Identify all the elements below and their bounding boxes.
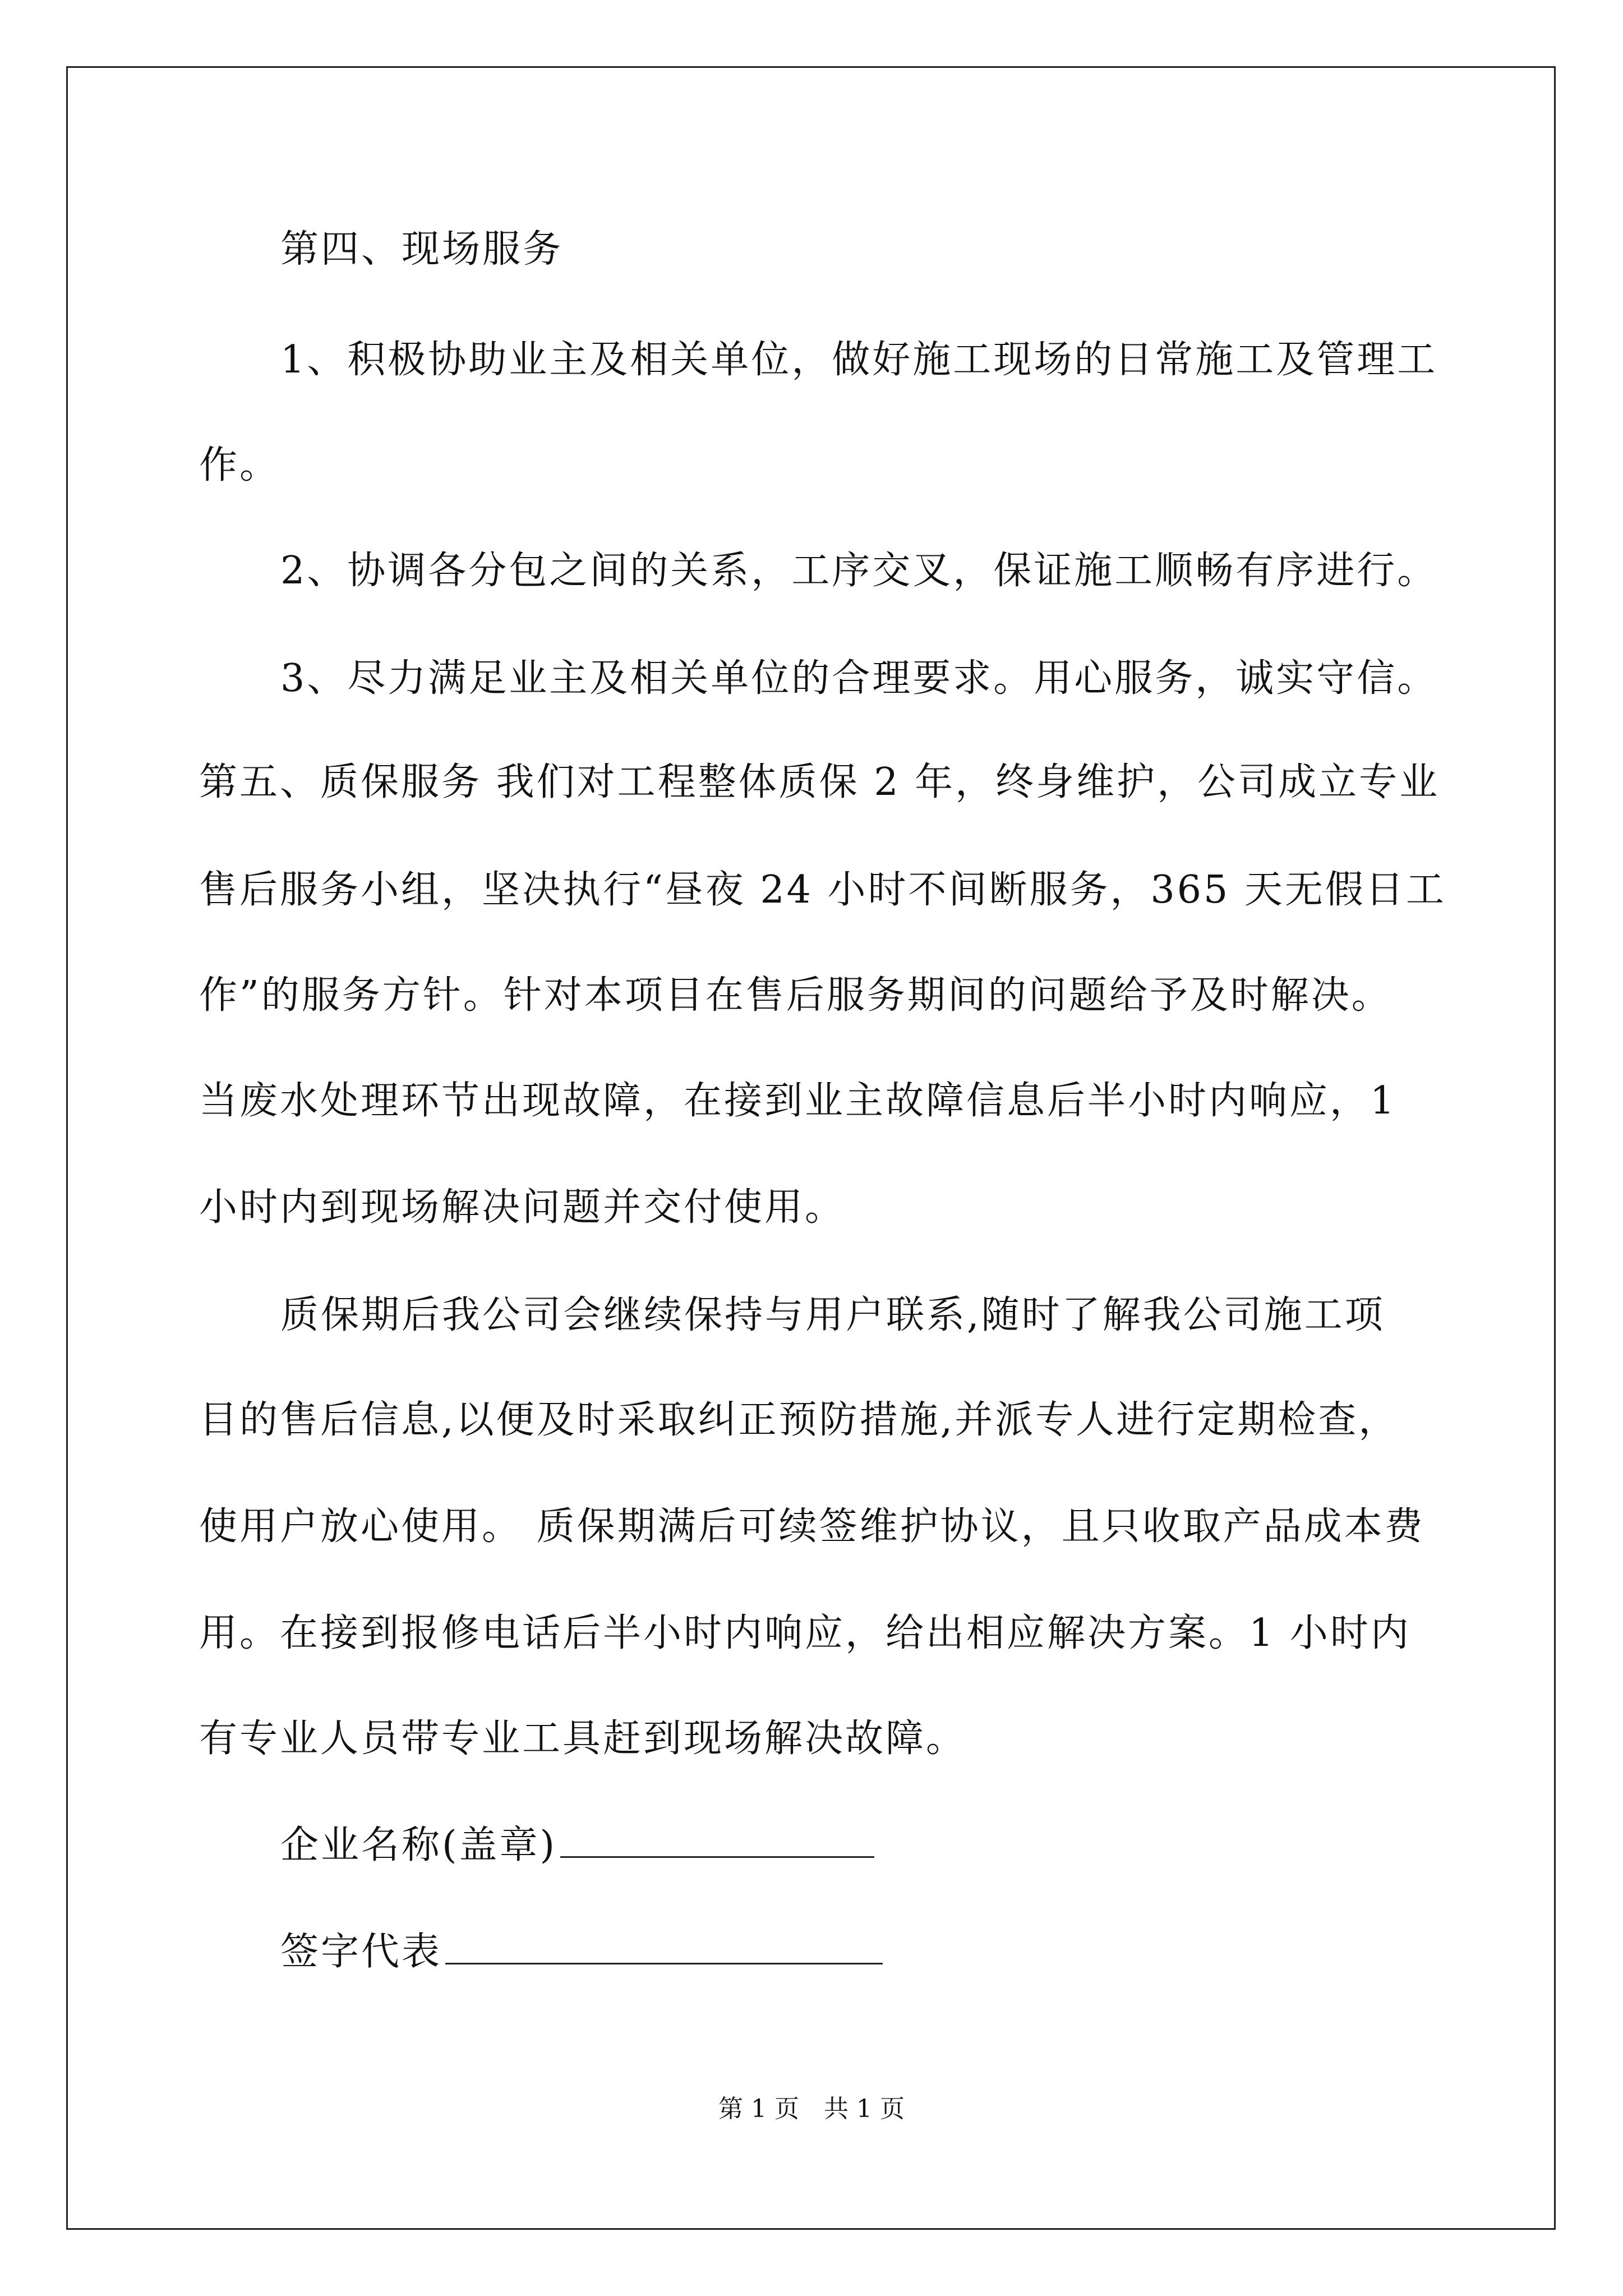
body-line: 3、尽力满足业主及相关单位的合理要求。用心服务，诚实守信。 bbox=[280, 656, 1438, 701]
signature-field bbox=[280, 1924, 1531, 1980]
page-border bbox=[66, 66, 1556, 2230]
signature-blank bbox=[445, 1928, 883, 1964]
company-name-label: 企业名称(盖章) bbox=[280, 1823, 557, 1867]
company-name-blank bbox=[560, 1821, 874, 1858]
body-line: 小时内到现场解决问题并交付使用。 bbox=[199, 1185, 846, 1230]
body-line: 使用户放心使用。 质保期满后可续签维护协议，且只收取产品成本费 bbox=[199, 1504, 1425, 1549]
company-name-field bbox=[280, 1818, 1531, 1874]
body-line: 有专业人员带专业工具赶到现场解决故障。 bbox=[199, 1717, 967, 1761]
body-line: 1、积极协助业主及相关单位，做好施工现场的日常施工及管理工 bbox=[280, 338, 1438, 382]
body-line: 作”的服务方针。针对本项目在售后服务期间的问题给予及时解决。 bbox=[199, 973, 1392, 1018]
signature-label: 签字代表 bbox=[280, 1930, 442, 1974]
body-line: 作。 bbox=[199, 443, 280, 487]
body-line: 目的售后信息,以便及时采取纠正预防措施,并派专人进行定期检查， bbox=[199, 1398, 1399, 1442]
section-heading-5: 第五、质保服务 我们对工程整体质保 2 年，终身维护，公司成立专业 bbox=[199, 760, 1440, 804]
body-line: 售后服务小组，坚决执行“昼夜 24 小时不间断服务，365 天无假日工 bbox=[199, 868, 1446, 912]
section-heading-4: 第四、现场服务 bbox=[280, 227, 564, 272]
body-line: 2、协调各分包之间的关系，工序交叉，保证施工顺畅有序进行。 bbox=[280, 549, 1438, 593]
body-line: 用。在接到报修电话后半小时内响应，给出相应解决方案。1 小时内 bbox=[199, 1611, 1411, 1655]
body-line: 当废水处理环节出现故障，在接到业主故障信息后半小时内响应，1 bbox=[199, 1079, 1397, 1123]
body-line: 质保期后我公司会继续保持与用户联系,随时了解我公司施工项 bbox=[280, 1293, 1385, 1337]
page-footer: 第 1 页 共 1 页 bbox=[718, 2095, 905, 2123]
